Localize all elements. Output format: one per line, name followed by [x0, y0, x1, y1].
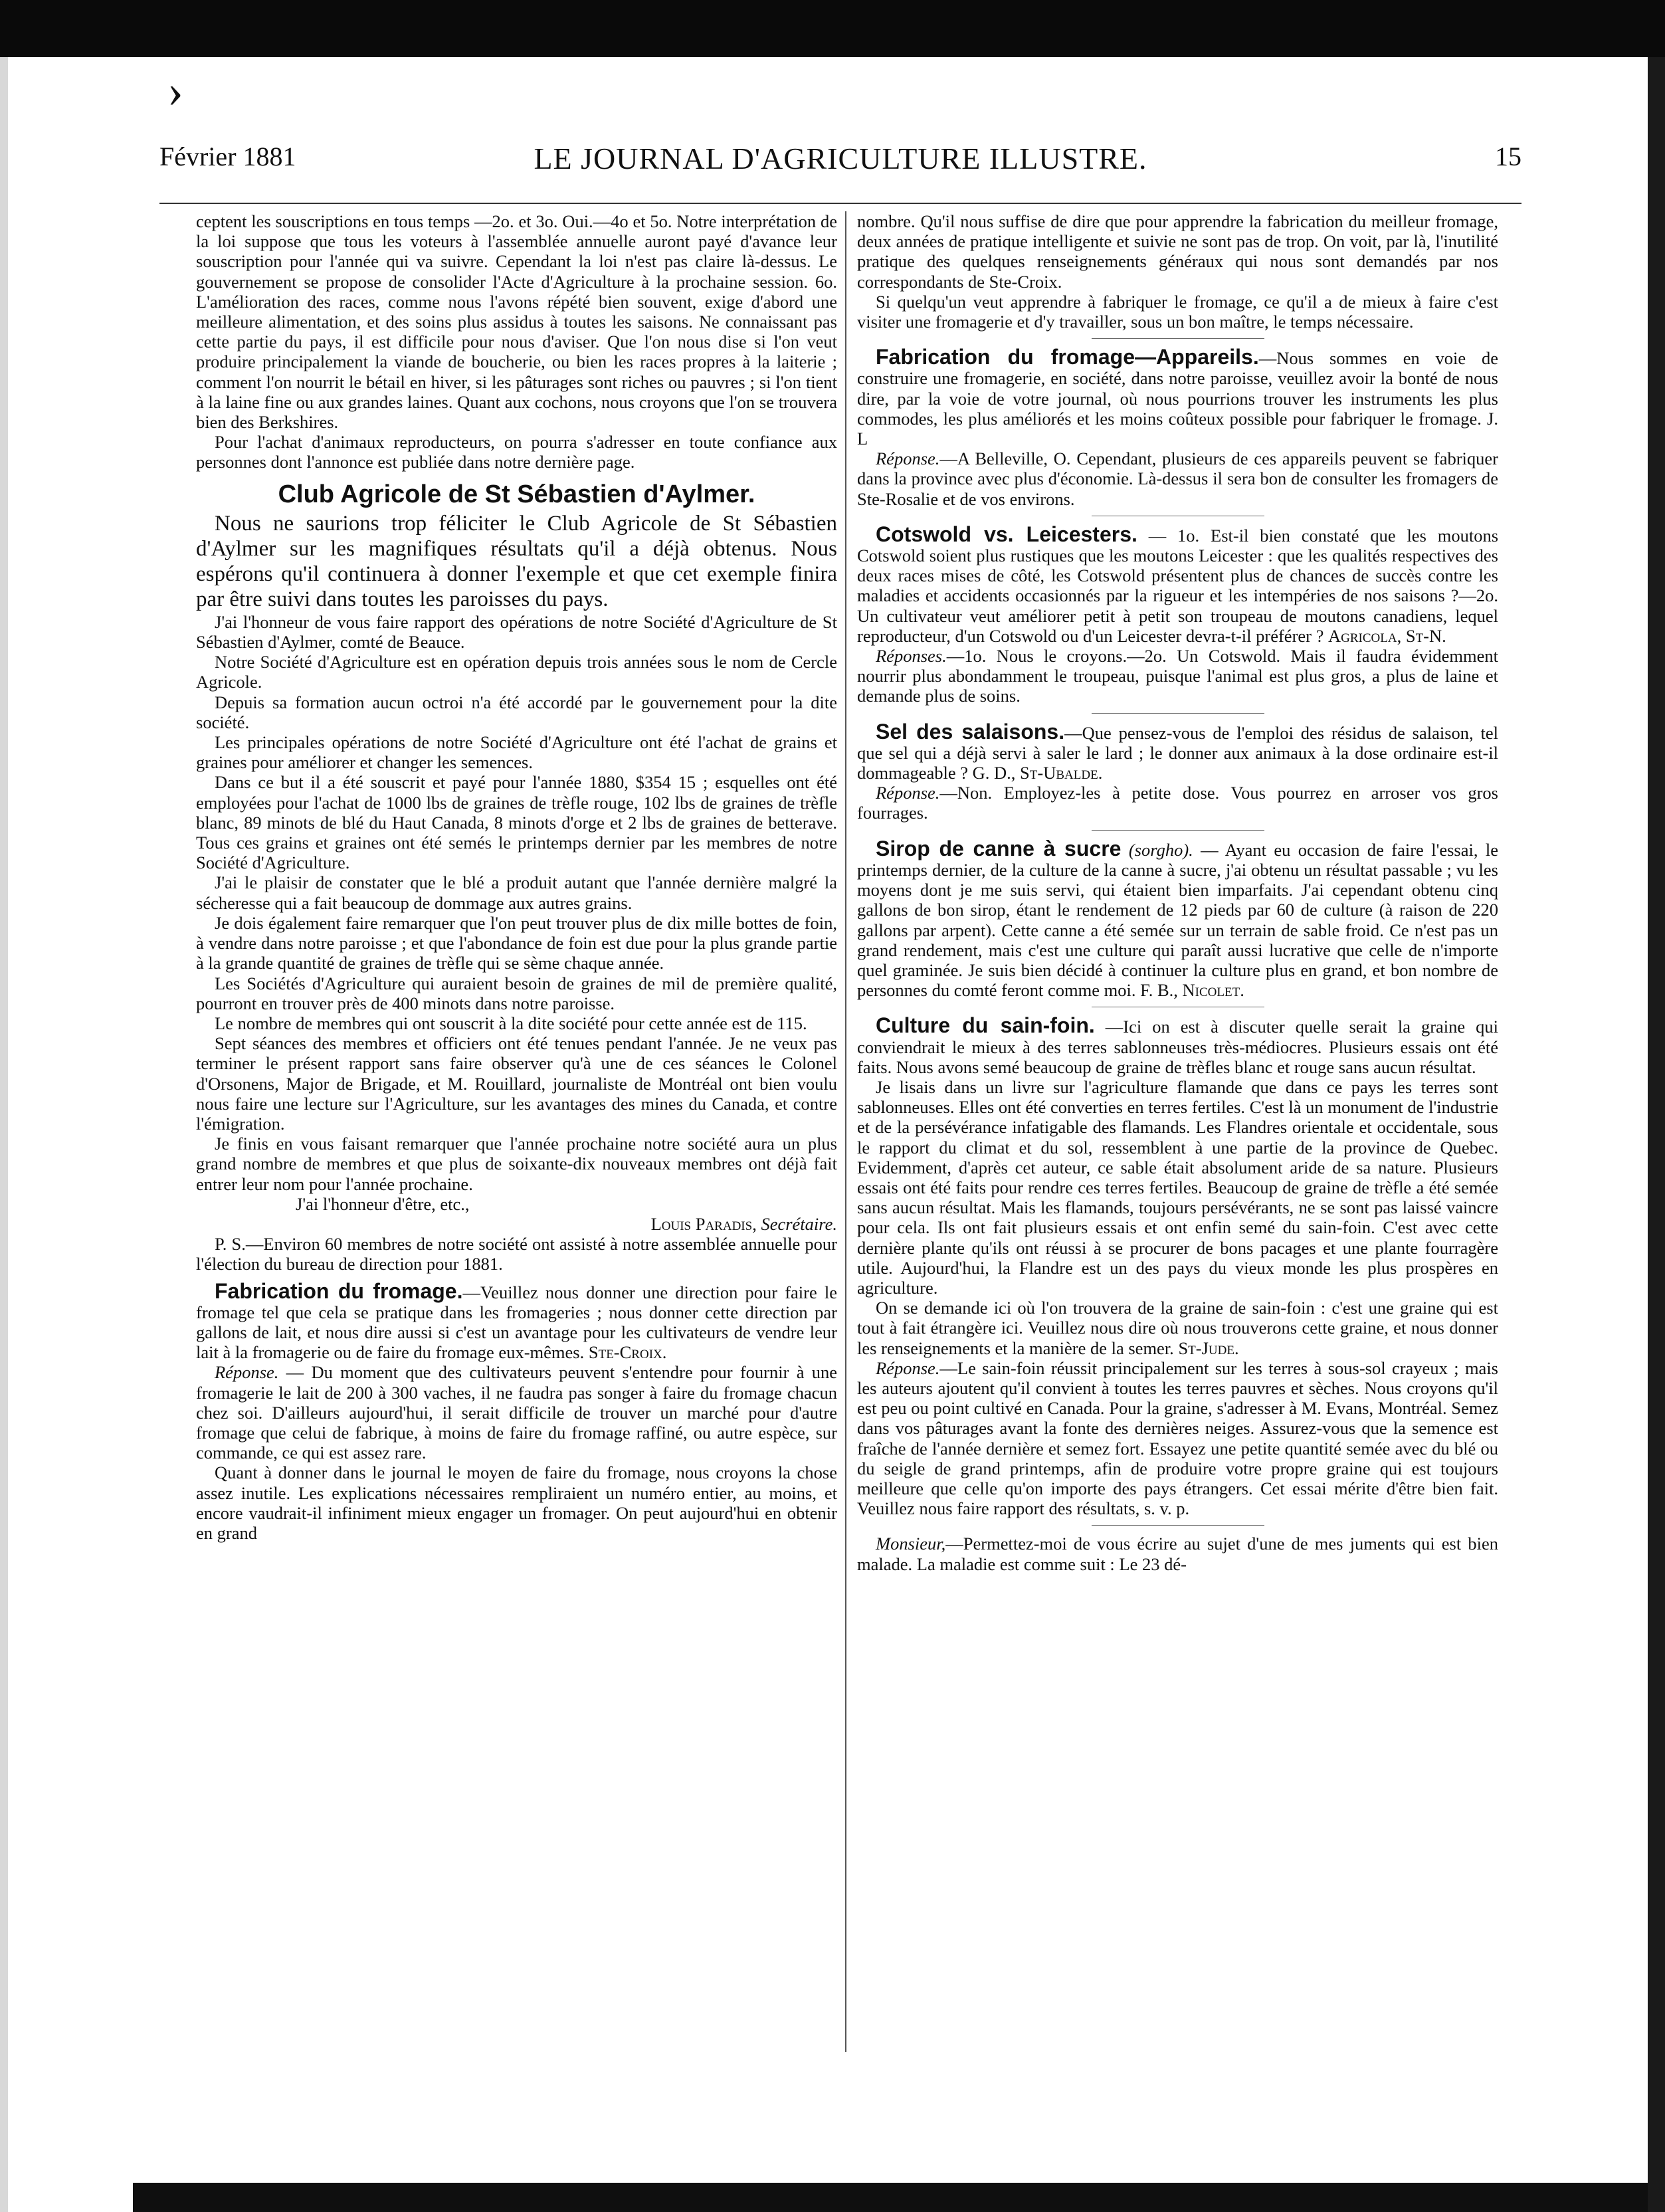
query-heading-note: (sorgho).: [1128, 839, 1193, 860]
query-text: — Ayant eu occasion de faire l'essai, le printemps dernier, de la culture de la canne à sucre, j'ai obtenu un résultat passable ; vu les moyens dont je me suis servi, qui étaient bien imparfaits. J'ai cependant obtenu cinq gallons de bon sirop, étant le rendement de 12 pieds par 60 de culture (à raison de 220 gallons par arpent). Cette canne a été semée sur un terrain de sable froid. Ce n'est pas un grand rendement, mais c'est une culture qui paraît aussi lucrative que celle de n'importe quel graminée. Je suis bien décidé à continuer la culture plus en grand, et bon nombre de personnes du comté feront comme moi.: [857, 839, 1499, 1001]
scan-bottom-border: [133, 2183, 1648, 2212]
signature: [196, 1214, 837, 1234]
query-signature: Ste-Croix.: [588, 1342, 667, 1363]
query-text: On se demande ici où l'on trouvera de la graine de sain-foin : c'est une graine qui est tout à fait étrangère ici. Veuillez nous dire où nous trouverons cette graine, et nous donner les renseignements et la manière de la semer.: [857, 1298, 1498, 1358]
paragraph: Depuis sa formation aucun octroi n'a été accordé par le gouvernement pour la dite société.: [196, 692, 837, 732]
scan-right-edge: [1648, 57, 1665, 2212]
answer-text: —Le sain-foin réussit principalement sur les terres à sous-sol crayeux ; mais les auteurs ajoutent qu'il convient à toutes les terres pauvres et sèches. Nous croyons qu'il est peu ou point cultivé en Canada. Pour la graine, s'adresser à M. Evans, Montréal. Semez dans vos pâturages avant la fonte des dernières neiges. Assurez-vous que la semence est fraîche de l'année dernière et semez fort. Essayez une petite quantité semée avec du blé ou du seigle de grand printemps, afin de produire votre propre graine qui est toujours meilleure que celle qu'on importe des pays étrangers. Cet essai mérite d'être bien fait. Veuillez nous faire rapport des résultats, s. v. p.: [857, 1357, 1498, 1519]
query-signature: G. D., St-Ubalde.: [972, 763, 1103, 783]
closing-line: J'ai l'honneur d'être, etc.,: [296, 1193, 470, 1214]
answer-label: Réponse.: [876, 1357, 940, 1378]
answer-cotswold: [857, 646, 1498, 706]
query-sel: [857, 719, 1498, 783]
postscript: P. S.—Environ 60 membres de notre société ont assisté à notre assemblée annuelle pour l'élection du bureau de direction pour 1881.: [196, 1234, 837, 1274]
query-appareils: [857, 347, 1498, 449]
paragraph: Sept séances des membres et officiers ont été tenues pendant l'année. Je ne veux pas terminer le présent rapport sans faire observer qu'à une de ces séances le Colonel d'Orsonens, Major de Brigade, et M. Rouillard, journaliste de Montréal ont bien voulu nous faire une lecture sur l'Agriculture, sur les avantages des mines du Canada, et contre l'émigration.: [196, 1033, 837, 1134]
answer-appareils: [857, 449, 1498, 509]
query-sirop: [857, 836, 1499, 1001]
letter-text: —Permettez-moi de vous écrire au sujet d'une de mes juments qui est bien malade. La maladie est comme suit : Le 23 dé-: [857, 1534, 1498, 1574]
query-signature: F. B., Nicolet.: [1140, 980, 1244, 1001]
scan-top-border: [0, 0, 1665, 57]
answer-label: Réponses.: [876, 646, 947, 666]
answer-sain-foin: [857, 1358, 1498, 1519]
editorial-lead: Nous ne saurions trop féliciter le Club Agricole de St Sébastien d'Aylmer sur les magnifiques résultats qu'il a déjà obtenus. Nous espérons qu'il continuera à donner l'exemple et que cet exemple finira par être suivi dans toutes les paroisses du pays.: [196, 511, 837, 611]
paragraph: Dans ce but il a été souscrit et payé pour l'année 1880, $354 15 ; esquelles ont été employées pour l'achat de 1000 lbs de graines de trèfle rouge, 102 lbs de graines de trèfle blanc, 89 minots de blé du Haut Canada, 8 minots d'orge et 2 lbs de graines de betterave. Tous ces grains et graines ont été semés le printemps dernier par les membres de notre Société d'Agriculture.: [196, 772, 837, 873]
running-head: [159, 141, 1521, 181]
query-text: — 1o. Est-il bien constaté que les moutons Cotswold soient plus rustiques que les moutons Leicester : que les qualités respectives des deux races mises de côté, les Cotswold présentent plus de chances de succès contre les maladies et accidents occasionnés par la rigueur et les intempéries de nos saisons ?—2o. Un cultivateur veut améliorer petit à petit son troupeau de moutons canadiens, lequel reproducteur, d'un Cotswold ou d'un Leicester devra-t-il préférer ?: [857, 525, 1499, 646]
letter-salutation: Monsieur,: [876, 1534, 946, 1554]
answer-fabrication-fromage: [196, 1362, 837, 1462]
letter-monsieur: [857, 1534, 1498, 1573]
answer-text: —A Belleville, O. Cependant, plusieurs de ces appareils peuvent se fabriquer dans la province avec plus d'économie. Là-dessus il sera bon de consulter les fromagers de Ste-Rosalie et de vos environs.: [857, 449, 1498, 509]
chevron-right-icon: ›: [167, 64, 183, 117]
answer-label: Réponse.: [215, 1362, 279, 1383]
journal-title: LE JOURNAL D'AGRICULTURE ILLUSTRE.: [534, 142, 1147, 175]
paragraph: nombre. Qu'il nous suffise de dire que pour apprendre la fabrication du meilleur fromage, deux années de pratique intelligente et suivie ne sont pas de trop. On voit, par là, l'inutilité pratique des quelques renseignements généraux qui nous sont demandés par nos correspondants de Ste-Croix.: [857, 211, 1498, 292]
section-rule: [1092, 713, 1264, 714]
query-text: —Nous sommes en voie de construire une fromagerie, en société, dans notre paroisse, veuillez avoir la bonté de nous dire, par la voie de votre journal, où nous pourrions trouver les instruments les plus commodes, les plus améliorés et les moins coûteux possible pour fabriquer le fromage.: [857, 348, 1498, 429]
answer-text: —1o. Nous le croyons.—2o. Un Cotswold. Mais il faudra évidemment nourrir plus abondamment le troupeau, puisque l'animal est plus gros, a plus de laine et demande plus de soins.: [857, 646, 1498, 706]
query-heading: Fabrication du fromage—Appareils.: [876, 345, 1259, 369]
paragraph: Je dois également faire remarquer que l'on peut trouver plus de dix mille bottes de foin, à vendre dans notre paroisse ; et que l'abondance de foin est due pour la plus grande partie à la grande quantité de graines de trèfle qui se sème chaque année.: [196, 912, 837, 973]
query-signature: J. L: [857, 408, 1498, 449]
paragraph: [857, 1298, 1498, 1358]
query-heading: Sirop de canne à sucre: [876, 836, 1122, 860]
paragraph: J'ai le plaisir de constater que le blé a produit autant que l'année dernière malgré la sécheresse qui a fait beaucoup de dommage aux autres grains.: [196, 872, 837, 913]
left-column: [196, 211, 837, 1543]
scan-left-edge: [0, 57, 8, 2212]
answer-text: —Non. Employez-les à petite dose. Vous pourrez en arroser vos gros fourrages.: [857, 783, 1498, 823]
query-sain-foin: [857, 1015, 1498, 1077]
paragraph: ceptent les souscriptions en tous temps —2o. et 3o. Oui.—4o et 5o. Notre interprétation de la loi suppose que tous les voteurs à l'assemblée annuelle auront payé d'avance leur souscription pour l'année qui va suivre. Cependant la loi n'est pas claire là-dessus. Le gouvernement se propose de consolider l'Acte d'Agriculture à la prochaine session. 6o. L'amélioration des races, comme nous l'avons répété bien souvent, exige d'abord une meilleure alimentation, et des soins plus assidus à toutes les saisons. Ne connaissant pas cette partie du pays, il est difficile pour nous d'aviser. Que l'on nous dise si l'on veut produire principalement la viande de boucherie, ou bien les races propres à la laiterie ; comment l'on nourrit le bétail en hiver, si les pâturages sont riches ou pauvres ; si l'on tient à la laine fine ou aux grandes laines. Quant aux cochons, nous croyons que l'on se trouvera bien des Berkshires.: [196, 211, 837, 433]
query-fabrication-fromage: [196, 1278, 837, 1363]
query-text: —Que pensez-vous de l'emploi des résidus de salaison, tel que sel qui a déjà servi à saler le lard ; le donner aux animaux à la dose ordinaire est-il dommageable ?: [857, 722, 1498, 783]
paragraph: Je lisais dans un livre sur l'agriculture flamande que dans ce pays les terres sont sablonneuses. Elles ont été converties en terres fertiles. C'est là un monument de l'industrie et de la persévérance infatigable des flamands. Les Flandres orientale et occidentale, sous le rapport du climat et du sol, ressemblent à une partie de la province de Quebec. Evidemment, d'après cet auteur, ce sable était absolument aride de sa nature. Plusieurs essais ont été faits pour rendre ces terres fertiles. Beaucoup de graine de trèfle a été semée sans aucun résultat. Mais les flamands, toujours persévérants, ne se sont pas laissé vaincre pour cela. Ils ont fait plusieurs essais et ont enfin semé du sain-foin. C'est avec cette dernière plante qu'ils ont réussi à se procurer de bons pacages et une plante fourragère utile. Aujourd'hui, la Flandre est un des pays du vieux monde les plus prospères en agriculture.: [857, 1076, 1498, 1298]
answer-text: — Du moment que des cultivateurs peuvent s'entendre pour fournir à une fromagerie le lait de 200 à 300 vaches, il ne faudra pas songer à faire du fromage chacun chez soi. D'ailleurs aujourd'hui, il serait difficile de trouver un marché pour d'autre fromage que celui de fabrique, à moins de faire du fromage raffiné, ou autre espèce, sur commande, ce qui est assez rare.: [196, 1362, 837, 1463]
query-signature: St-Jude.: [1178, 1338, 1239, 1358]
paragraph: Je finis en vous faisant remarquer que l'année prochaine notre société aura un plus grand nombre de membres et que plus de soixante-dix nouveaux membres ont déjà fait entrer leur nom pour l'année prochaine.: [196, 1134, 837, 1194]
paragraph: Pour l'achat d'animaux reproducteurs, on pourra s'adresser en toute confiance aux personnes dont l'annonce est publiée dans notre dernière page.: [196, 432, 837, 472]
query-heading: Culture du sain-foin.: [876, 1013, 1095, 1038]
query-signature: Agricola, St-N.: [1328, 625, 1446, 646]
paragraph: Si quelqu'un veut apprendre à fabriquer le fromage, ce qu'il a de mieux à faire c'est visiter une fromagerie et d'y travailler, sous un bon maître, le temps nécessaire.: [857, 291, 1498, 332]
column-divider: [845, 211, 846, 2052]
paragraph: Quant à donner dans le journal le moyen de faire du fromage, nous croyons la chose assez inutile. Les explications nécessaires rempliraient un numéro entier, au moins, et encore vaudrait-il infiniment mieux engager un fromager. On peut aujourd'hui en obtenir en grand: [196, 1462, 837, 1543]
paragraph: Le nombre de membres qui ont souscrit à la dite société pour cette année est de 115.: [215, 1013, 807, 1033]
page-date: Février 1881: [159, 142, 296, 171]
signature-role: Secrétaire.: [761, 1213, 837, 1234]
section-title-club-agricole: Club Agricole de St Sébastien d'Aylmer.: [278, 480, 755, 508]
page-number: 15: [1495, 142, 1521, 171]
answer-label: Réponse.: [876, 449, 940, 469]
section-rule: [1092, 830, 1264, 831]
section-rule: [1092, 1525, 1264, 1526]
query-heading: Sel des salaisons.: [876, 719, 1065, 744]
paragraph: Les principales opérations de notre Société d'Agriculture ont été l'achat de grains et graines pour améliorer et changer les semences.: [196, 732, 837, 773]
paragraph: Les Sociétés d'Agriculture qui auraient besoin de graines de mil de première qualité, pourront en trouver près de 400 minots dans notre paroisse.: [196, 973, 837, 1013]
right-column: [857, 211, 1498, 1574]
answer-label: Réponse.: [876, 783, 940, 803]
query-heading: Fabrication du fromage.: [215, 1278, 463, 1303]
query-heading: Cotswold vs. Leicesters.: [876, 522, 1137, 546]
paragraph: J'ai l'honneur de vous faire rapport des opérations de notre Société d'Agriculture de St Sébastien d'Aylmer, comté de Beauce.: [196, 611, 837, 653]
query-cotswold: [857, 524, 1498, 646]
section-rule: [1092, 338, 1264, 339]
query-text: —Ici on est à discuter quelle serait la graine qui conviendrait le mieux à des terres sablonneuses très-médiocres. Plusieurs essais ont été faits. Nous avons semé beaucoup de graine de trèfles blanc et rouge sans aucun résultat.: [857, 1017, 1498, 1077]
header-rule: [159, 203, 1521, 204]
signature-name: Louis Paradis,: [650, 1213, 757, 1234]
answer-sel: [857, 783, 1498, 823]
paragraph: Notre Société d'Agriculture est en opération depuis trois années sous le nom de Cercle Agricole.: [196, 652, 837, 692]
query-text: —Veuillez nous donner une direction pour faire le fromage tel que cela se pratique dans les fromageries ; nous donner cette direction par gallons de lait, et nous dire aussi si c'est un avantage pour les cultivateurs de vendre leur lait à la fromagerie ou de faire du fromage eux-mêmes.: [196, 1282, 837, 1363]
